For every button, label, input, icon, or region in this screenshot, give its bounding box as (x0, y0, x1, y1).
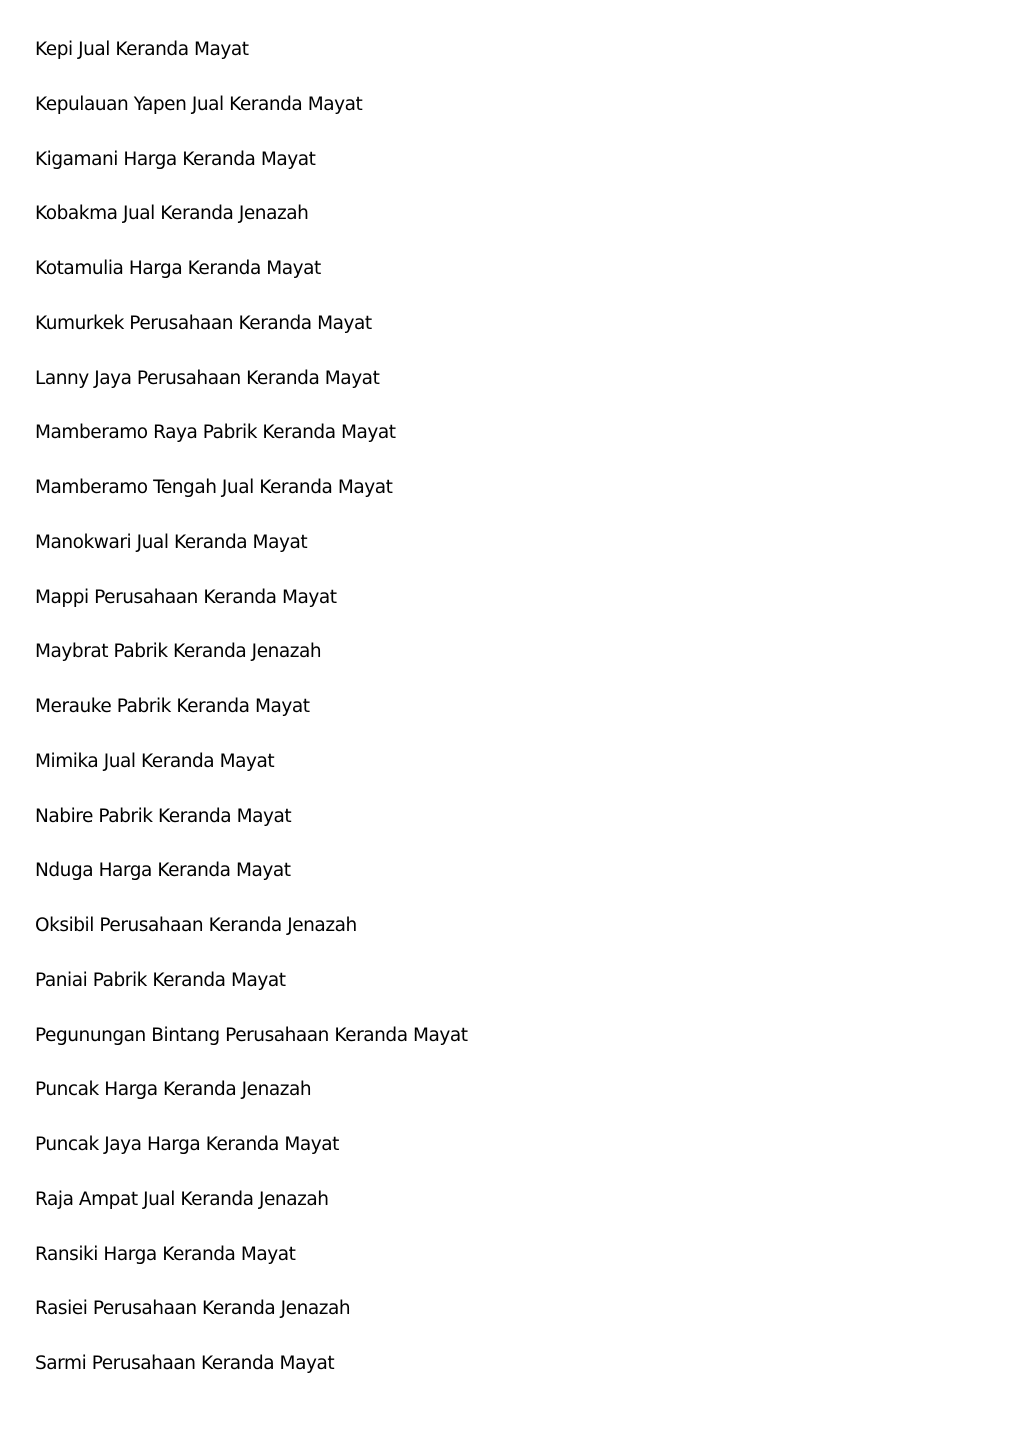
list-item: Merauke Pabrik Keranda Mayat (35, 696, 310, 717)
list-item: Puncak Jaya Harga Keranda Mayat (35, 1134, 339, 1155)
list-item: Maybrat Pabrik Keranda Jenazah (35, 641, 322, 663)
list-item: Kepi Jual Keranda Mayat (35, 39, 249, 60)
list-item: Rasiei Perusahaan Keranda Jenazah (35, 1298, 351, 1320)
list-item: Raja Ampat Jual Keranda Jenazah (35, 1188, 329, 1210)
list-item: Sarmi Perusahaan Keranda Mayat (35, 1353, 335, 1374)
list-item: Lanny Jaya Perusahaan Keranda Mayat (35, 367, 380, 389)
list-item: Paniai Pabrik Keranda Mayat (35, 969, 286, 991)
list-item: Mimika Jual Keranda Mayat (35, 750, 275, 772)
list-item: Pegunungan Bintang Perusahaan Keranda Mayat (35, 1024, 468, 1046)
list-item: Mamberamo Tengah Jual Keranda Mayat (35, 477, 393, 498)
list-item: Manokwari Jual Keranda Mayat (35, 531, 308, 553)
list-item: Kotamulia Harga Keranda Mayat (35, 258, 321, 279)
list-item: Puncak Harga Keranda Jenazah (35, 1079, 312, 1101)
list-item: Mappi Perusahaan Keranda Mayat (35, 586, 337, 608)
list-item: Mamberamo Raya Pabrik Keranda Mayat (35, 422, 396, 444)
list-item: Kepulauan Yapen Jual Keranda Mayat (35, 93, 363, 115)
list-item: Nduga Harga Keranda Mayat (35, 860, 291, 882)
text-list (35, 37, 468, 1406)
list-item: Oksibil Perusahaan Keranda Jenazah (35, 915, 357, 936)
list-item: Kumurkek Perusahaan Keranda Mayat (35, 312, 372, 334)
list-item: Nabire Pabrik Keranda Mayat (35, 805, 292, 827)
list-item: Kobakma Jual Keranda Jenazah (35, 203, 309, 225)
list-item: Ransiki Harga Keranda Mayat (35, 1243, 296, 1265)
list-item: Kigamani Harga Keranda Mayat (35, 148, 316, 170)
